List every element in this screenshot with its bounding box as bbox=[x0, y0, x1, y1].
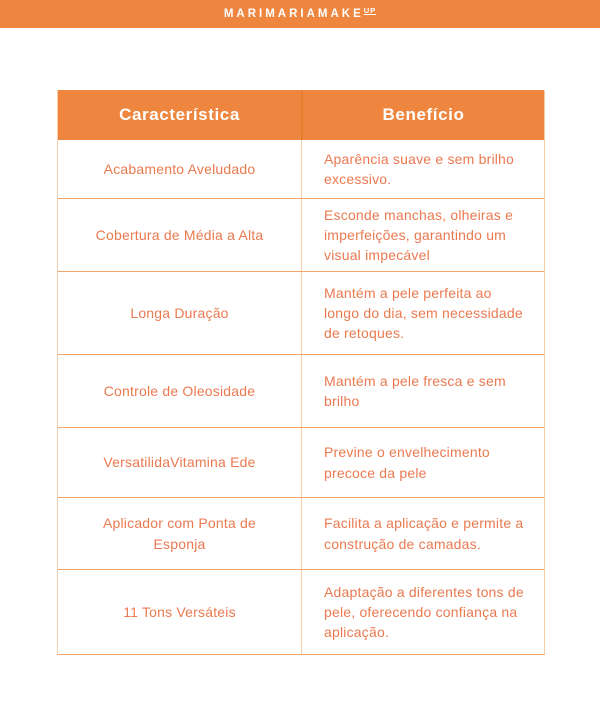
feature-benefit-table bbox=[57, 90, 545, 655]
column-header-beneficio: Benefício bbox=[301, 90, 544, 140]
benefit-text: Previne o envelhecimento precoce da pele bbox=[324, 444, 490, 481]
column-header-caracteristica: Característica bbox=[119, 105, 240, 124]
benefit-text: Aparência suave e sem brilho excessivo. bbox=[324, 150, 515, 187]
benefit-text: Mantém a pele perfeita ao longo do dia, sem necessidade de retoques. bbox=[324, 284, 523, 342]
table-row bbox=[58, 428, 544, 498]
feature-cell bbox=[58, 428, 301, 497]
feature-text: VersatilidaVitamina Ede bbox=[103, 454, 256, 471]
benefit-cell bbox=[301, 272, 544, 354]
benefit-cell bbox=[301, 140, 544, 198]
benefit-cell bbox=[301, 355, 544, 427]
benefit-text: Mantém a pele fresca e sem brilho bbox=[324, 372, 506, 409]
benefit-cell bbox=[301, 199, 544, 271]
feature-text: Acabamento Aveludado bbox=[103, 160, 256, 177]
brand-logo bbox=[224, 7, 376, 21]
brand-banner bbox=[0, 0, 600, 28]
benefit-cell bbox=[301, 498, 544, 569]
feature-text: Cobertura de Média a Alta bbox=[95, 226, 264, 243]
feature-cell bbox=[58, 498, 301, 569]
feature-cell bbox=[58, 355, 301, 427]
benefit-cell bbox=[301, 428, 544, 497]
feature-text: Controle de Oleosidade bbox=[103, 382, 256, 399]
feature-text: Longa Duração bbox=[130, 304, 229, 321]
table-row bbox=[58, 140, 544, 199]
feature-cell bbox=[58, 272, 301, 354]
feature-cell bbox=[58, 140, 301, 198]
table-row bbox=[58, 199, 544, 272]
feature-text: Aplicador com Ponta de Esponja bbox=[102, 515, 257, 552]
feature-cell bbox=[58, 199, 301, 271]
benefit-text: Esconde manchas, olheiras e imperfeições, garantindo um visual impecável bbox=[324, 206, 514, 264]
benefit-text: Adaptação a diferentes tons de pele, oferecendo confiança na aplicação. bbox=[324, 583, 524, 641]
benefit-text: Facilita a aplicação e permite a construção de camadas. bbox=[324, 515, 524, 552]
brand-logo-sup: UP bbox=[363, 6, 377, 16]
table-row bbox=[58, 355, 544, 428]
brand-logo-text: MARIMARIAMAKE bbox=[223, 8, 364, 21]
table-body bbox=[58, 140, 544, 654]
table-header-row bbox=[58, 90, 544, 140]
table-row bbox=[58, 570, 544, 654]
feature-text: 11 Tons Versáteis bbox=[123, 603, 236, 620]
feature-cell bbox=[58, 570, 301, 654]
benefit-cell bbox=[301, 570, 544, 654]
table-row bbox=[58, 498, 544, 570]
table-row bbox=[58, 272, 544, 355]
